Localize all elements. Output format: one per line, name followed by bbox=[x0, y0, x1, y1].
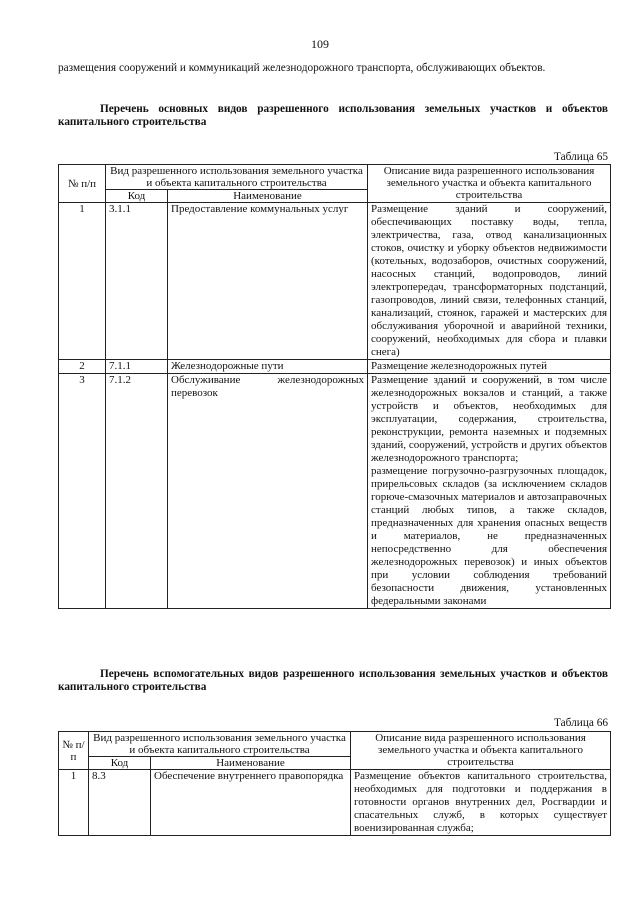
header-name: Наименование bbox=[151, 757, 351, 770]
row-code: 7.1.1 bbox=[106, 360, 168, 374]
header-name: Наименование bbox=[168, 190, 368, 203]
table-row bbox=[59, 360, 611, 374]
row-desc-part2: размещение погрузочно-разгрузочных площадок, прирельсовых складов (за исключением складов горюче-смазочных материалов и автозаправочных станций любых типов, а также складов, предназначенных для хранения опасных веществ и материалов, не предназначенных непосредственно для обеспечения железнодорожных перевозок) и иных объектов при условии соблюдения требований безопасности движения, установленных федеральными законами bbox=[371, 465, 608, 607]
table-row bbox=[59, 203, 611, 360]
section-heading-auxiliary-uses: Перечень вспомогательных видов разрешенного использования земельных участков и объектов капитального строительства bbox=[58, 668, 608, 693]
header-kind: Вид разрешенного использования земельного участка и объекта капитального строительства bbox=[89, 732, 351, 757]
header-kind: Вид разрешенного использования земельного участка и объекта капитального строительства bbox=[106, 165, 368, 190]
table-caption-65: Таблица 65 bbox=[554, 151, 608, 163]
page-number: 109 bbox=[311, 37, 329, 51]
table-65 bbox=[58, 164, 611, 609]
header-code: Код bbox=[89, 757, 151, 770]
row-num: 3 bbox=[59, 374, 106, 609]
row-num: 1 bbox=[59, 203, 106, 360]
row-desc: Размещение железнодорожных путей bbox=[368, 360, 611, 374]
header-desc: Описание вида разрешенного использования земельного участка и объекта капитального строительства bbox=[351, 732, 611, 770]
intro-paragraph: размещения сооружений и коммуникаций железнодорожного транспорта, обслуживающих объектов. bbox=[58, 62, 546, 74]
table-row bbox=[59, 374, 611, 609]
table-66 bbox=[58, 731, 611, 836]
row-code: 7.1.2 bbox=[106, 374, 168, 609]
row-name: Обеспечение внутреннего правопорядка bbox=[151, 770, 351, 836]
row-name: Предоставление коммунальных услуг bbox=[168, 203, 368, 360]
table-caption-66: Таблица 66 bbox=[554, 717, 608, 729]
table-row bbox=[59, 770, 611, 836]
row-name: Обслуживание железнодорожных перевозок bbox=[168, 374, 368, 609]
header-num: № п/п bbox=[59, 165, 106, 203]
row-desc: Размещение объектов капитального строительства, необходимых для подготовки и поддержания в готовности органов внутренних дел, Росгвардии и спасательных служб, в которых существует военизированная служба; bbox=[351, 770, 611, 836]
row-num: 2 bbox=[59, 360, 106, 374]
row-code: 8.3 bbox=[89, 770, 151, 836]
header-code: Код bbox=[106, 190, 168, 203]
row-name: Железнодорожные пути bbox=[168, 360, 368, 374]
row-num: 1 bbox=[59, 770, 89, 836]
row-desc bbox=[368, 374, 611, 609]
row-desc: Размещение зданий и сооружений, обеспечивающих поставку воды, тепла, электричества, газа, отвод канализационных стоков, очистку и уборку объектов недвижимости (котельных, водозаборов, очистных сооружений, насосных станций, водопроводов, линий электропередач, трансформаторных подстанций, газопроводов, линий связи, телефонных станций, канализаций, стоянок, гаражей и мастерских для обслуживания уборочной и аварийной техники, сооружений, необходимых для сбора и плавки снега) bbox=[368, 203, 611, 360]
section-heading-main-uses: Перечень основных видов разрешенного использования земельных участков и объектов капитального строительства bbox=[58, 103, 608, 128]
row-desc-part1: Размещение зданий и сооружений, в том числе железнодорожных вокзалов и станций, а также устройств и объектов, необходимых для эксплуатации, содержания, строительства, реконструкции, ремонта наземных и подземных зданий, сооружений, устройств и других объектов железнодорожного транспорта; bbox=[371, 374, 608, 464]
header-num: № п/п bbox=[59, 732, 89, 770]
header-desc: Описание вида разрешенного использования земельного участка и объекта капитального строительства bbox=[368, 165, 611, 203]
row-code: 3.1.1 bbox=[106, 203, 168, 360]
